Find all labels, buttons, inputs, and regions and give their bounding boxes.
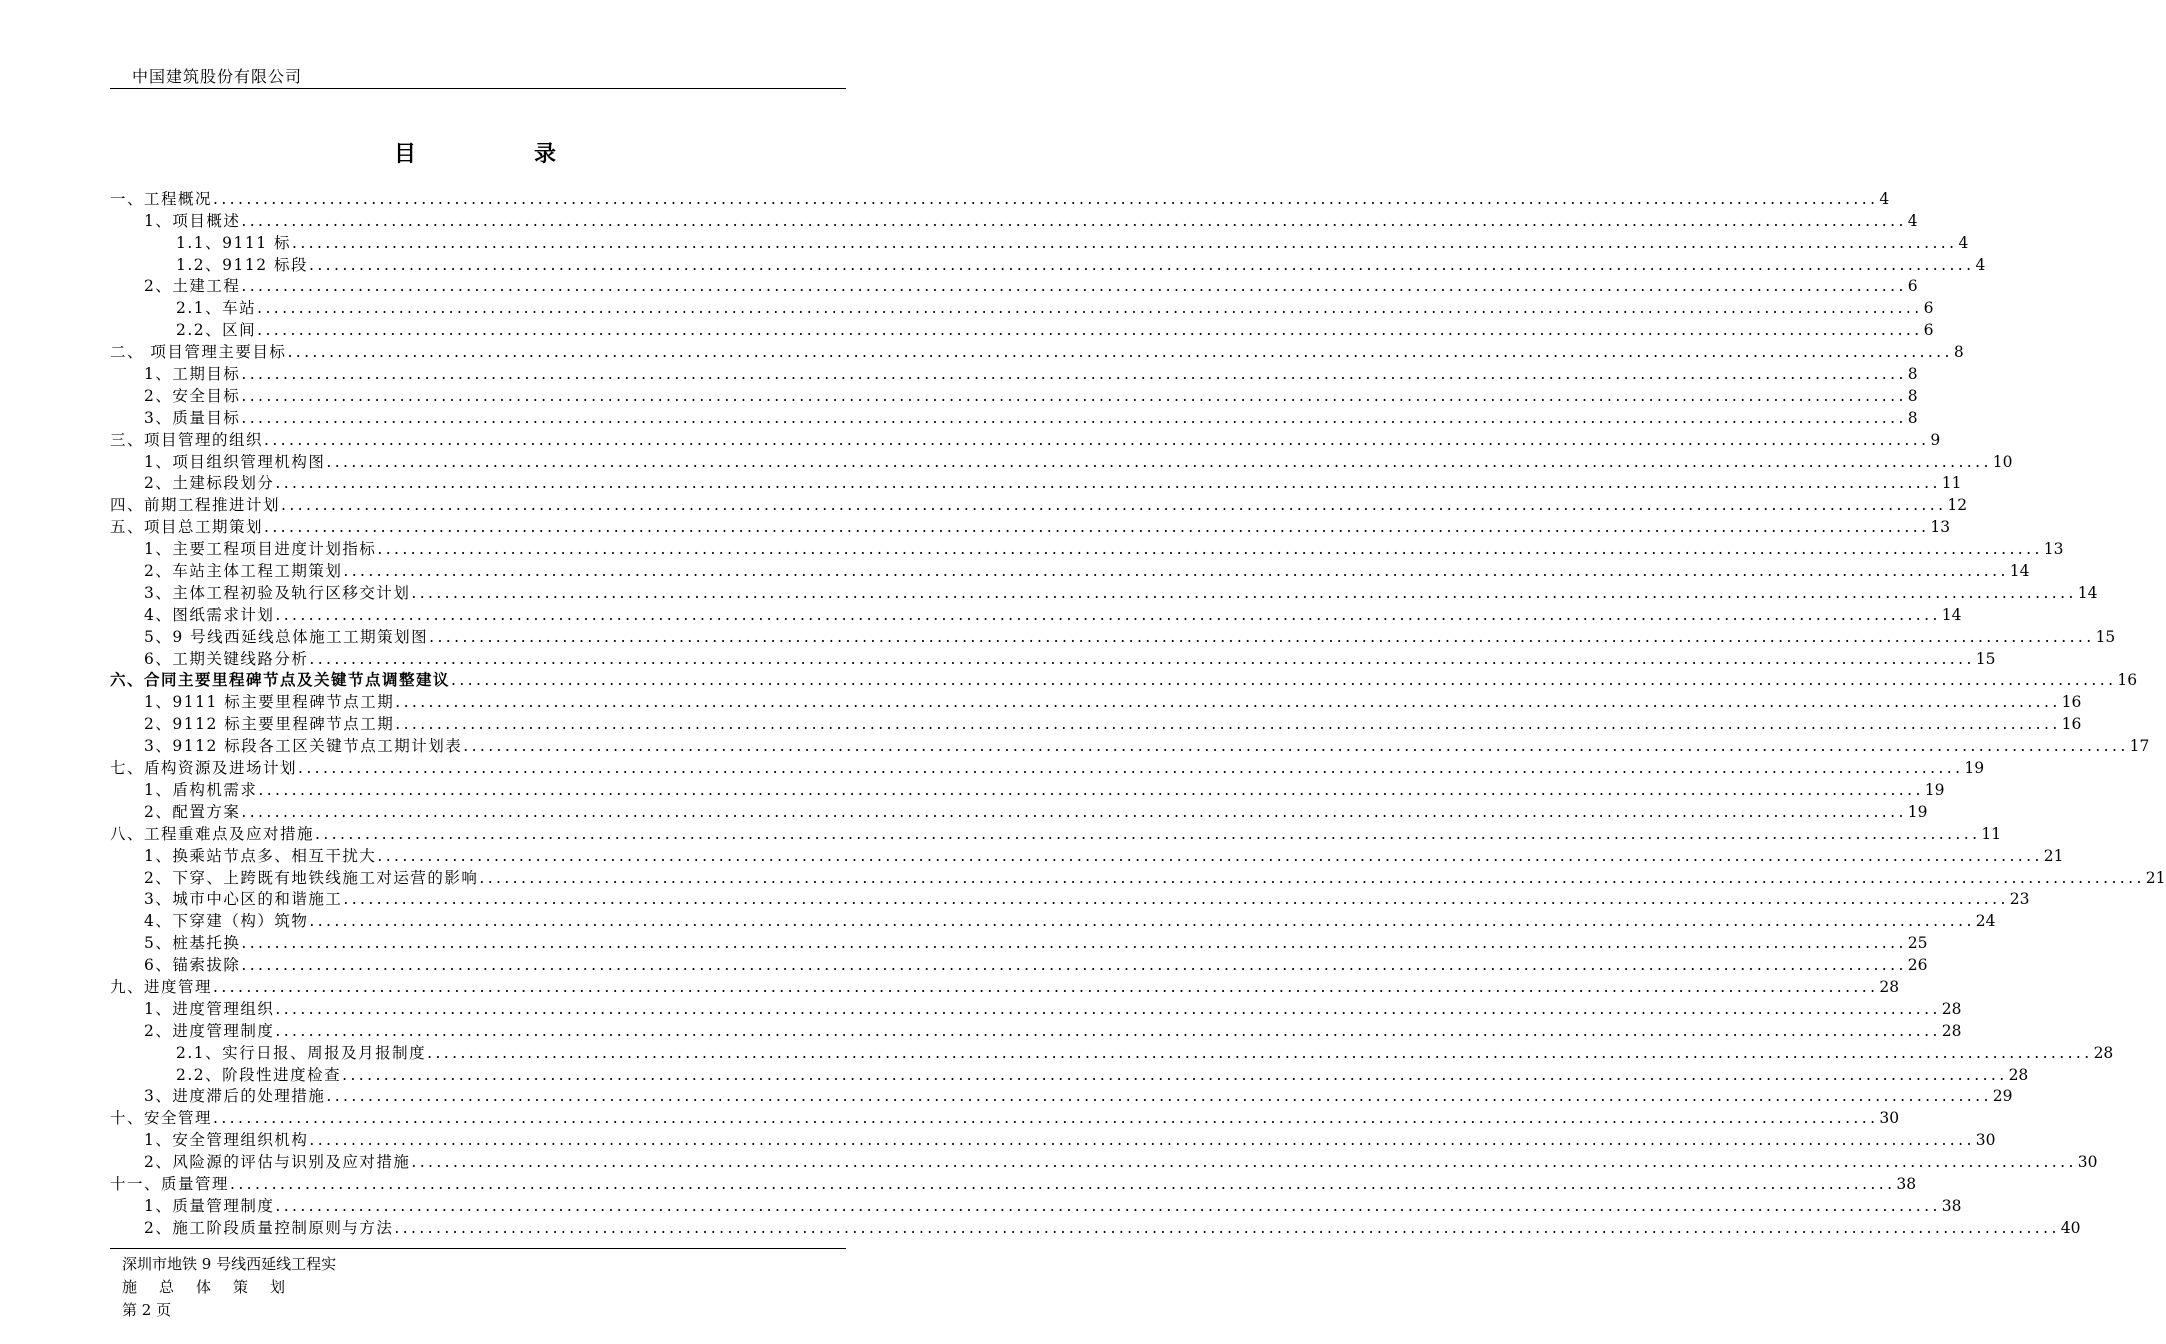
toc-entry-label: 2.2、阶段性进度检查 <box>176 1065 342 1084</box>
toc-leader-dots: ........................................................................................................................................................................................................ <box>241 802 1907 821</box>
toc-entry[interactable] <box>110 822 2002 844</box>
toc-leader-dots: ........................................................................................................................................................................................................ <box>257 321 1923 340</box>
toc-entry-page: 26 <box>1907 956 1928 975</box>
toc-entry-label: 5、桩基托换 <box>144 934 241 953</box>
toc-leader-dots: ........................................................................................................................................................................................................ <box>264 430 1930 449</box>
toc-entry-label: 三、项目管理的组织 <box>110 430 264 449</box>
toc-entry-page: 14 <box>1941 605 1962 624</box>
toc-entry[interactable] <box>110 559 2030 581</box>
toc-entry[interactable] <box>110 647 1996 669</box>
toc-entry-page: 28 <box>1941 1021 1962 1040</box>
toc-entry-page: 28 <box>2008 1065 2029 1084</box>
toc-leader-dots: ........................................................................................................................................................................................................ <box>292 233 1958 252</box>
toc-entry-page: 11 <box>1981 824 2002 843</box>
toc-leader-dots: ........................................................................................................................................................................................................ <box>257 299 1923 318</box>
toc-entry[interactable] <box>110 1128 1996 1150</box>
toc-entry-page: 38 <box>1896 1174 1917 1193</box>
toc-entry-page: 30 <box>1879 1109 1900 1128</box>
toc-entry-label: 2、土建标段划分 <box>144 474 275 493</box>
toc-entry[interactable] <box>110 778 1945 800</box>
toc-leader-dots: ........................................................................................................................................................................................................ <box>275 999 1941 1018</box>
toc-leader-dots: ........................................................................................................................................................................................................ <box>241 956 1907 975</box>
toc-entry-label: 6、锚索拔除 <box>144 956 241 975</box>
toc-entry-label: 2、配置方案 <box>144 802 241 821</box>
toc-entry-page: 28 <box>1941 999 1962 1018</box>
toc-entry[interactable] <box>110 472 1962 494</box>
toc-leader-dots: ........................................................................................................................................................................................................ <box>258 780 1924 799</box>
toc-entry-label: 2.1、实行日报、周报及月报制度 <box>176 1043 427 1062</box>
toc-leader-dots: ........................................................................................................................................................................................................ <box>213 1109 1879 1128</box>
toc-entry-label: 1、工期目标 <box>144 365 241 384</box>
toc-entry-page: 6 <box>1923 321 1934 340</box>
toc-entry[interactable] <box>110 1085 2013 1107</box>
toc-entry[interactable] <box>110 1194 1962 1216</box>
toc-entry-label: 2、施工阶段质量控制原则与方法 <box>144 1218 394 1237</box>
toc-leader-dots: ........................................................................................................................................................................................................ <box>326 452 1992 471</box>
toc-entry-label: 3、9112 标段各工区关键节点工期计划表 <box>144 737 463 756</box>
toc-entry-page: 29 <box>1992 1087 2013 1106</box>
toc-entry-page: 21 <box>2043 846 2064 865</box>
toc-entry-label: 3、进度滞后的处理措施 <box>144 1087 326 1106</box>
toc-entry-page: 19 <box>1924 780 1945 799</box>
toc-entry[interactable] <box>110 1019 1962 1041</box>
toc-entry-page: 4 <box>1879 189 1890 208</box>
toc-leader-dots: ........................................................................................................................................................................................................ <box>275 474 1941 493</box>
title-char-right: 录 <box>534 141 557 167</box>
toc-entry-page: 8 <box>1953 343 1964 362</box>
toc-leader-dots: ........................................................................................................................................................................................................ <box>241 386 1907 405</box>
toc-entry-label: 3、质量目标 <box>144 408 241 427</box>
toc-leader-dots: ........................................................................................................................................................................................................ <box>342 1065 2008 1084</box>
toc-leader-dots: ........................................................................................................................................................................................................ <box>230 1174 1896 1193</box>
toc-entry[interactable] <box>110 384 1918 406</box>
toc-entry-page: 9 <box>1930 430 1941 449</box>
toc-entry-label: 1、进度管理组织 <box>144 999 275 1018</box>
toc-leader-dots: ........................................................................................................................................................................................................ <box>429 627 2095 646</box>
toc-entry-label: 2.2、区间 <box>176 321 257 340</box>
toc-entry[interactable] <box>110 428 1941 450</box>
toc-entry-page: 17 <box>2129 737 2150 756</box>
toc-leader-dots: ........................................................................................................................................................................................................ <box>213 189 1879 208</box>
toc-leader-dots: ........................................................................................................................................................................................................ <box>213 977 1879 996</box>
toc-entry-page: 10 <box>1992 452 2013 471</box>
toc-entry-label: 5、9 号线西延线总体施工工期策划图 <box>144 627 429 646</box>
toc-leader-dots: ........................................................................................................................................................................................................ <box>309 1131 1975 1150</box>
toc-entry-page: 4 <box>1975 255 1986 274</box>
toc-leader-dots: ........................................................................................................................................................................................................ <box>309 912 1975 931</box>
toc-entry[interactable] <box>110 756 1985 778</box>
toc-entry-label: 3、主体工程初验及轨行区移交计划 <box>144 583 411 602</box>
toc-entry[interactable] <box>110 669 2138 691</box>
toc-entry-label: 2、下穿、上跨既有地铁线施工对运营的影响 <box>144 868 479 887</box>
toc-entry-label: 2、安全目标 <box>144 386 241 405</box>
toc-entry-page: 19 <box>1907 802 1928 821</box>
toc-entry-label: 2、风险源的评估与识别及应对措施 <box>144 1153 411 1172</box>
toc-leader-dots: ........................................................................................................................................................................................................ <box>264 518 1930 537</box>
toc-entry[interactable] <box>110 997 1962 1019</box>
toc-entry[interactable] <box>110 537 2064 559</box>
toc-entry-page: 15 <box>1975 649 1996 668</box>
toc-entry-label: 2、9112 标主要里程碑节点工期 <box>144 715 395 734</box>
toc-entry[interactable] <box>110 1063 2029 1085</box>
toc-entry[interactable] <box>110 625 2116 647</box>
toc-entry[interactable] <box>110 603 1962 625</box>
footer-project-line1: 深圳市地铁 9 号线西延线工程实 <box>122 1255 337 1273</box>
toc-leader-dots: ........................................................................................................................................................................................................ <box>287 343 1953 362</box>
toc-leader-dots: ........................................................................................................................................................................................................ <box>315 824 1981 843</box>
toc-entry-label: 1、项目概述 <box>144 211 241 230</box>
toc-leader-dots: ........................................................................................................................................................................................................ <box>343 562 2009 581</box>
toc-entry-page: 13 <box>2043 540 2064 559</box>
toc-entry-page: 28 <box>1879 977 1900 996</box>
toc-leader-dots: ........................................................................................................................................................................................................ <box>479 868 2145 887</box>
toc-entry[interactable] <box>110 844 2064 866</box>
toc-entry-label: 1、盾构机需求 <box>144 780 258 799</box>
toc-entry-page: 14 <box>2009 562 2030 581</box>
footer-project-line2: 施总体策划 <box>122 1278 308 1296</box>
toc-entry-page: 30 <box>2077 1153 2098 1172</box>
toc-leader-dots: ........................................................................................................................................................................................................ <box>309 649 1975 668</box>
toc-leader-dots: ........................................................................................................................................................................................................ <box>326 1087 1992 1106</box>
toc-entry-label: 1.1、9111 标 <box>176 233 292 252</box>
toc-entry[interactable] <box>110 1172 1917 1194</box>
toc-entry[interactable] <box>110 318 1934 340</box>
toc-entry[interactable] <box>110 450 2013 472</box>
toc-entry-label: 六、合同主要里程碑节点及关键节点调整建议 <box>110 670 451 690</box>
toc-entry[interactable] <box>110 1150 2098 1172</box>
toc-entry-page: 16 <box>2061 715 2082 734</box>
page-footer <box>110 1248 846 1319</box>
toc-entry-label: 4、下穿建（构）筑物 <box>144 912 309 931</box>
toc-entry[interactable] <box>110 931 1928 953</box>
toc-leader-dots: ........................................................................................................................................................................................................ <box>411 583 2077 602</box>
toc-entry-page: 30 <box>1975 1131 1996 1150</box>
toc-leader-dots: ........................................................................................................................................................................................................ <box>281 496 1947 515</box>
toc-entry-label: 八、工程重难点及应对措施 <box>110 824 315 843</box>
toc-entry-label: 3、城市中心区的和谐施工 <box>144 890 343 909</box>
toc-entry-page: 23 <box>2009 890 2030 909</box>
toc-entry-page: 19 <box>1964 759 1985 778</box>
page-title <box>0 137 950 168</box>
toc-leader-dots: ........................................................................................................................................................................................................ <box>241 365 1907 384</box>
toc-entry[interactable] <box>110 187 1890 209</box>
toc-entry-page: 8 <box>1907 365 1918 384</box>
toc-entry[interactable] <box>110 975 1900 997</box>
toc-entry-page: 16 <box>2117 671 2138 690</box>
toc-entry[interactable] <box>110 866 2166 888</box>
toc-entry-page: 40 <box>2060 1218 2081 1237</box>
toc-entry-label: 6、工期关键线路分析 <box>144 649 309 668</box>
toc-entry-page: 24 <box>1975 912 1996 931</box>
toc-leader-dots: ........................................................................................................................................................................................................ <box>275 1021 1941 1040</box>
toc-entry[interactable] <box>110 953 1928 975</box>
toc-entry[interactable] <box>110 712 2082 734</box>
toc-entry[interactable] <box>110 888 2030 910</box>
toc-entry[interactable] <box>110 340 1964 362</box>
toc-entry-label: 九、进度管理 <box>110 977 213 996</box>
toc-entry-label: 1.2、9112 标段 <box>176 255 309 274</box>
company-name: 中国建筑股份有限公司 <box>132 67 303 86</box>
toc-entry-label: 1、安全管理组织机构 <box>144 1131 309 1150</box>
toc-leader-dots: ........................................................................................................................................................................................................ <box>395 715 2061 734</box>
toc-entry-label: 1、主要工程项目进度计划指标 <box>144 540 377 559</box>
toc-leader-dots: ........................................................................................................................................................................................................ <box>394 1218 2060 1237</box>
toc-entry-label: 1、换乘站节点多、相互干扰大 <box>144 846 377 865</box>
toc-leader-dots: ........................................................................................................................................................................................................ <box>241 934 1907 953</box>
toc-entry[interactable] <box>110 275 1918 297</box>
toc-entry-page: 8 <box>1907 408 1918 427</box>
toc-entry[interactable] <box>110 690 2082 712</box>
toc-entry[interactable] <box>110 581 2098 603</box>
toc-leader-dots: ........................................................................................................................................................................................................ <box>241 277 1907 296</box>
toc-entry-label: 1、项目组织管理机构图 <box>144 452 326 471</box>
toc-leader-dots: ........................................................................................................................................................................................................ <box>395 693 2061 712</box>
toc-entry-page: 38 <box>1941 1196 1962 1215</box>
toc-entry-page: 25 <box>1907 934 1928 953</box>
toc-entry[interactable] <box>110 231 1969 253</box>
toc-entry-page: 6 <box>1907 277 1918 296</box>
toc-entry[interactable] <box>110 734 2150 756</box>
toc-entry-page: 13 <box>1930 518 1951 537</box>
toc-entry-label: 2.1、车站 <box>176 299 257 318</box>
toc-entry-label: 二、 项目管理主要目标 <box>110 343 287 362</box>
toc-leader-dots: ........................................................................................................................................................................................................ <box>411 1153 2077 1172</box>
toc-leader-dots: ........................................................................................................................................................................................................ <box>298 759 1964 778</box>
toc-entry[interactable] <box>110 296 1934 318</box>
page-header <box>110 62 846 89</box>
toc-entry-page: 28 <box>2093 1043 2114 1062</box>
toc-entry-page: 15 <box>2095 627 2116 646</box>
title-char-left: 目 <box>393 141 416 167</box>
toc-entry-page: 12 <box>1947 496 1968 515</box>
toc-entry[interactable] <box>110 362 1918 384</box>
toc-entry-page: 21 <box>2145 868 2166 887</box>
toc-leader-dots: ........................................................................................................................................................................................................ <box>377 540 2043 559</box>
toc-leader-dots: ........................................................................................................................................................................................................ <box>275 605 1941 624</box>
toc-leader-dots: ........................................................................................................................................................................................................ <box>451 671 2117 690</box>
toc-entry-label: 4、图纸需求计划 <box>144 605 275 624</box>
toc-entry-label: 一、工程概况 <box>110 189 213 208</box>
toc-entry[interactable] <box>110 1106 1900 1128</box>
toc-entry[interactable] <box>110 1041 2114 1063</box>
toc-leader-dots: ........................................................................................................................................................................................................ <box>377 846 2043 865</box>
toc-entry[interactable] <box>110 406 1918 428</box>
toc-entry-label: 2、车站主体工程工期策划 <box>144 562 343 581</box>
toc-entry-page: 11 <box>1941 474 1962 493</box>
toc-entry-label: 十一、质量管理 <box>110 1174 230 1193</box>
toc-entry-label: 2、土建工程 <box>144 277 241 296</box>
toc-entry-label: 2、进度管理制度 <box>144 1021 275 1040</box>
toc-entry[interactable] <box>110 800 1928 822</box>
toc-entry[interactable] <box>110 1216 2081 1238</box>
toc-entry-page: 8 <box>1907 386 1918 405</box>
toc-entry-page: 6 <box>1923 299 1934 318</box>
toc-leader-dots: ........................................................................................................................................................................................................ <box>309 255 1975 274</box>
table-of-contents <box>110 187 2166 1238</box>
footer-page-number: 第 2 页 <box>122 1301 172 1319</box>
toc-entry[interactable] <box>110 253 1986 275</box>
toc-leader-dots: ........................................................................................................................................................................................................ <box>241 408 1907 427</box>
toc-entry-page: 14 <box>2077 583 2098 602</box>
toc-leader-dots: ........................................................................................................................................................................................................ <box>427 1043 2093 1062</box>
toc-entry-page: 16 <box>2061 693 2082 712</box>
toc-leader-dots: ........................................................................................................................................................................................................ <box>463 737 2129 756</box>
toc-entry-label: 十、安全管理 <box>110 1109 213 1128</box>
toc-entry[interactable] <box>110 909 1996 931</box>
toc-entry-page: 4 <box>1907 211 1918 230</box>
toc-entry[interactable] <box>110 515 1951 537</box>
toc-entry-label: 七、盾构资源及进场计划 <box>110 759 298 778</box>
toc-leader-dots: ........................................................................................................................................................................................................ <box>275 1196 1941 1215</box>
toc-entry-label: 五、项目总工期策划 <box>110 518 264 537</box>
toc-entry-label: 1、9111 标主要里程碑节点工期 <box>144 693 395 712</box>
toc-entry-page: 4 <box>1958 233 1969 252</box>
toc-entry-label: 四、前期工程推进计划 <box>110 496 281 515</box>
toc-leader-dots: ........................................................................................................................................................................................................ <box>241 211 1907 230</box>
toc-entry[interactable] <box>110 493 1968 515</box>
toc-entry-label: 1、质量管理制度 <box>144 1196 275 1215</box>
toc-leader-dots: ........................................................................................................................................................................................................ <box>343 890 2009 909</box>
toc-entry[interactable] <box>110 209 1918 231</box>
